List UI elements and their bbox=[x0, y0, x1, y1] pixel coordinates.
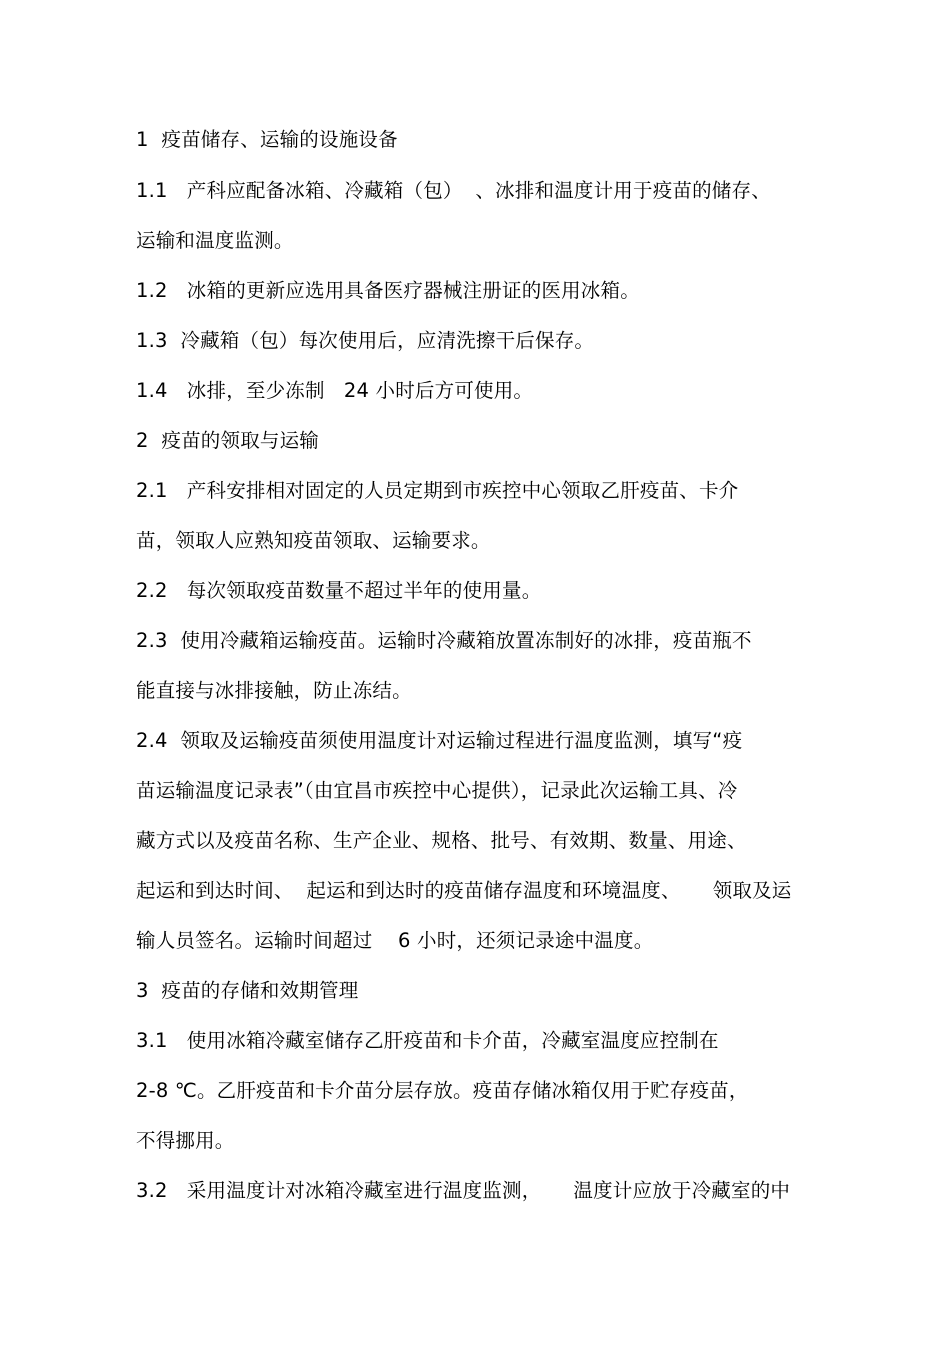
heading-section-1: 1 疫苗储存、运输的设施设备 bbox=[136, 128, 398, 151]
paragraph-line: 2.4 领取及运输疫苗须使用温度计对运输过程进行温度监测，填写“疫 bbox=[136, 729, 743, 752]
heading-section-3: 3 疫苗的存储和效期管理 bbox=[136, 979, 359, 1002]
paragraph-line: 1.1 产科应配备冰箱、冷藏箱（包） 、冰排和温度计用于疫苗的储存、 bbox=[136, 179, 771, 202]
paragraph-line: 输人员签名。运输时间超过 6 小时，还须记录途中温度。 bbox=[136, 929, 654, 952]
paragraph-line: 能直接与冰排接触，防止冻结。 bbox=[136, 679, 412, 702]
paragraph-line: 3.1 使用冰箱冷藏室储存乙肝疫苗和卡介苗，冷藏室温度应控制在 bbox=[136, 1029, 719, 1052]
paragraph-line: 苗运输温度记录表”（由宜昌市疾控中心提供），记录此次运输工具、冷 bbox=[136, 779, 738, 802]
paragraph-line: 3.2 采用温度计对冰箱冷藏室进行温度监测， 温度计应放于冷藏室的中 bbox=[136, 1179, 791, 1202]
paragraph-line: 2-8 ℃。乙肝疫苗和卡介苗分层存放。疫苗存储冰箱仅用于贮存疫苗， bbox=[136, 1079, 749, 1102]
heading-section-2: 2 疫苗的领取与运输 bbox=[136, 429, 320, 452]
paragraph-line: 不得挪用。 bbox=[136, 1129, 235, 1152]
paragraph-line: 2.3 使用冷藏箱运输疫苗。运输时冷藏箱放置冻制好的冰排，疫苗瓶不 bbox=[136, 629, 752, 652]
paragraph-line: 1.3 冷藏箱（包）每次使用后，应清洗擦干后保存。 bbox=[136, 329, 595, 352]
paragraph-line: 起运和到达时间、 起运和到达时的疫苗储存温度和环境温度、 领取及运 bbox=[136, 879, 792, 902]
paragraph-line: 运输和温度监测。 bbox=[136, 229, 294, 252]
paragraph-line: 1.4 冰排，至少冻制 24 小时后方可使用。 bbox=[136, 379, 534, 402]
paragraph-line: 2.1 产科安排相对固定的人员定期到市疾控中心领取乙肝疫苗、卡介 bbox=[136, 479, 739, 502]
paragraph-line: 2.2 每次领取疫苗数量不超过半年的使用量。 bbox=[136, 579, 542, 602]
paragraph-line: 苗，领取人应熟知疫苗领取、运输要求。 bbox=[136, 529, 491, 552]
paragraph-line: 1.2 冰箱的更新应选用具备医疗器械注册证的医用冰箱。 bbox=[136, 279, 640, 302]
paragraph-line: 藏方式以及疫苗名称、生产企业、规格、批号、有效期、数量、用途、 bbox=[136, 829, 747, 852]
